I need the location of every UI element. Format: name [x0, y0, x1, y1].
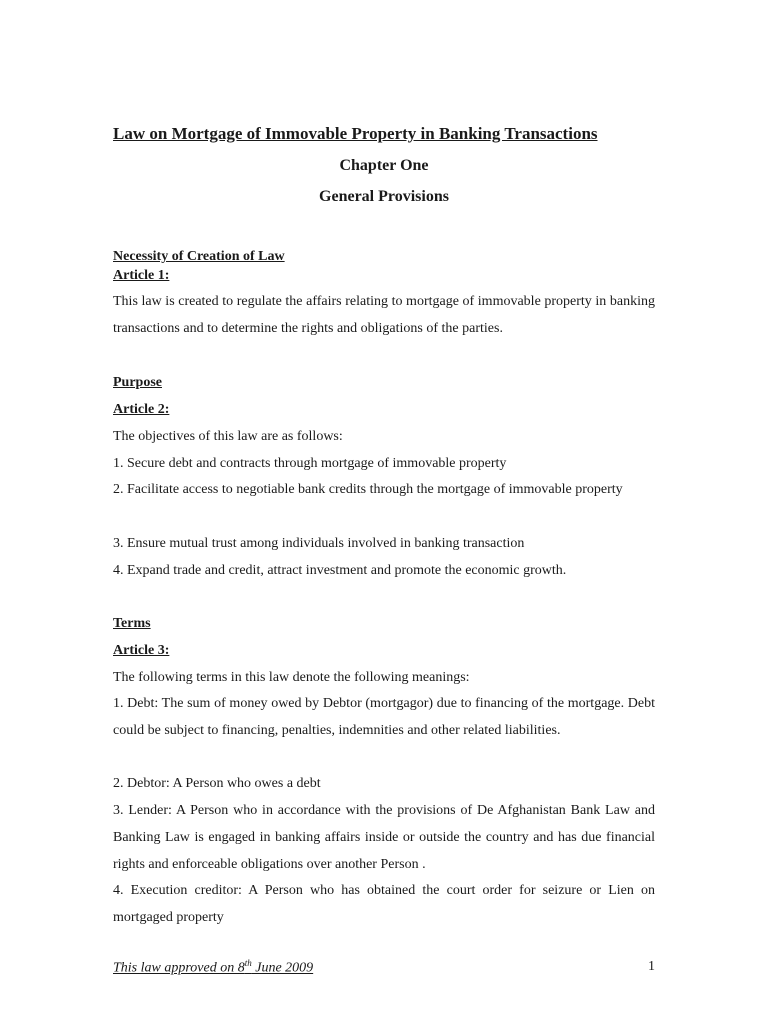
- article-3-item-2: 2. Debtor: A Person who owes a debt: [113, 776, 321, 791]
- approval-date-suffix: June 2009: [251, 960, 314, 976]
- chapter-number: Chapter One: [339, 157, 429, 174]
- article-3-item-4: 4. Execution creditor: A Person who has obtained the court order for seizure or Lien on mortgaged property: [113, 883, 655, 925]
- article-2-intro: The objectives of this law are as follows:: [113, 429, 343, 444]
- section-heading-purpose: Purpose: [113, 375, 162, 390]
- article-3-label: Article 3:: [113, 643, 170, 658]
- page-number: 1: [648, 959, 655, 974]
- article-1-text: This law is created to regulate the affairs relating to mortgage of immovable property in banking transactions and to determine the rights and obligations of the parties.: [113, 294, 655, 336]
- chapter-title: General Provisions: [319, 188, 449, 205]
- article-3-intro: The following terms in this law denote the following meanings:: [113, 670, 470, 685]
- article-3-item-1: 1. Debt: The sum of money owed by Debtor (mortgagor) due to financing of the mortgage. Debt could be subject to financing, penalties, indemnities and other related liabilities.: [113, 696, 655, 738]
- article-2-item-2: 2. Facilitate access to negotiable bank credits through the mortgage of immovable property: [113, 482, 623, 497]
- article-2-item-3: 3. Ensure mutual trust among individuals involved in banking transaction: [113, 536, 525, 551]
- article-3-item-3: 3. Lender: A Person who in accordance with the provisions of De Afghanistan Bank Law and Banking Law is engaged in banking affairs inside or outside the country and has due financial rights and enforceable obligations over another Person .: [113, 803, 655, 872]
- approval-footnote: [113, 958, 313, 977]
- article-2-item-4: 4. Expand trade and credit, attract investment and promote the economic growth.: [113, 563, 567, 578]
- article-2-label: Article 2:: [113, 402, 170, 417]
- approval-date-sup: th: [244, 958, 252, 968]
- article-2-item-1: 1. Secure debt and contracts through mortgage of immovable property: [113, 456, 507, 471]
- approval-date-prefix: This law approved on 8: [113, 960, 245, 976]
- article-1-label: Article 1:: [113, 268, 170, 283]
- section-heading-necessity: Necessity of Creation of Law: [113, 249, 285, 264]
- section-heading-terms: Terms: [113, 616, 151, 631]
- law-title: Law on Mortgage of Immovable Property in Banking Transactions: [113, 124, 598, 143]
